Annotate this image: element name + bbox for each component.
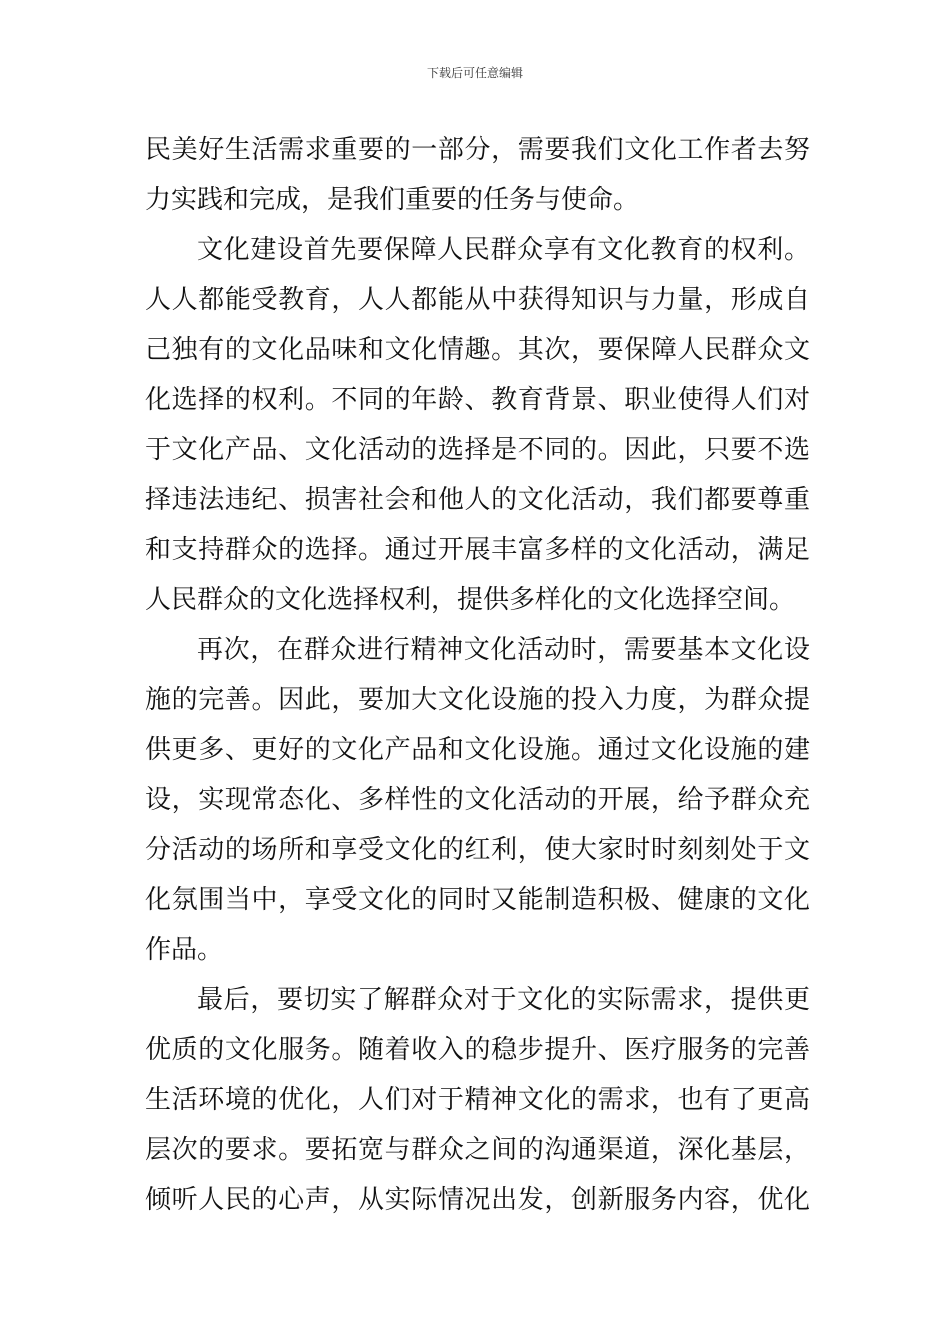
text-line: 设，实现常态化、多样性的文化活动的开展，给予群众充 (145, 785, 810, 815)
text-line: 层次的要求。要拓宽与群众之间的沟通渠道，深化基层， (145, 1135, 810, 1165)
text-line: 化选择的权利。不同的年龄、教育背景、职业使得人们对 (145, 385, 810, 415)
text-line: 供更多、更好的文化产品和文化设施。通过文化设施的建 (145, 735, 810, 765)
paragraph-2 (145, 225, 810, 625)
text-line: 化氛围当中，享受文化的同时又能制造积极、健康的文化 (145, 885, 810, 915)
text-line: 于文化产品、文化活动的选择是不同的。因此，只要不选 (145, 435, 810, 465)
text-line: 文化建设首先要保障人民群众享有文化教育的权利。 (197, 235, 810, 265)
text-line: 己独有的文化品味和文化情趣。其次，要保障人民群众文 (145, 335, 810, 365)
text-line: 施的完善。因此，要加大文化设施的投入力度，为群众提 (145, 685, 810, 715)
text-line: 力实践和完成，是我们重要的任务与使命。 (145, 185, 640, 215)
page-header: 下载后可任意编辑 (426, 66, 523, 80)
text-line: 人民群众的文化选择权利，提供多样化的文化选择空间。 (145, 585, 796, 615)
text-line: 优质的文化服务。随着收入的稳步提升、医疗服务的完善 (145, 1035, 810, 1065)
paragraph-3 (145, 625, 810, 975)
text-line: 择违法违纪、损害社会和他人的文化活动，我们都要尊重 (145, 485, 810, 515)
text-line: 再次，在群众进行精神文化活动时，需要基本文化设 (197, 635, 810, 665)
text-line: 最后，要切实了解群众对于文化的实际需求，提供更 (197, 985, 810, 1015)
paragraph-4 (145, 975, 810, 1225)
document-body (145, 125, 810, 1225)
paragraph-1 (145, 125, 810, 225)
text-line: 分活动的场所和享受文化的红利，使大家时时刻刻处于文 (145, 835, 810, 865)
text-line: 倾听人民的心声，从实际情况出发，创新服务内容，优化 (145, 1185, 810, 1215)
text-line: 人人都能受教育，人人都能从中获得知识与力量，形成自 (145, 285, 810, 315)
text-line: 和支持群众的选择。通过开展丰富多样的文化活动，满足 (145, 535, 810, 565)
text-line: 民美好生活需求重要的一部分，需要我们文化工作者去努 (145, 135, 810, 165)
text-line: 作品。 (145, 935, 224, 965)
text-line: 生活环境的优化，人们对于精神文化的需求，也有了更高 (145, 1085, 810, 1115)
